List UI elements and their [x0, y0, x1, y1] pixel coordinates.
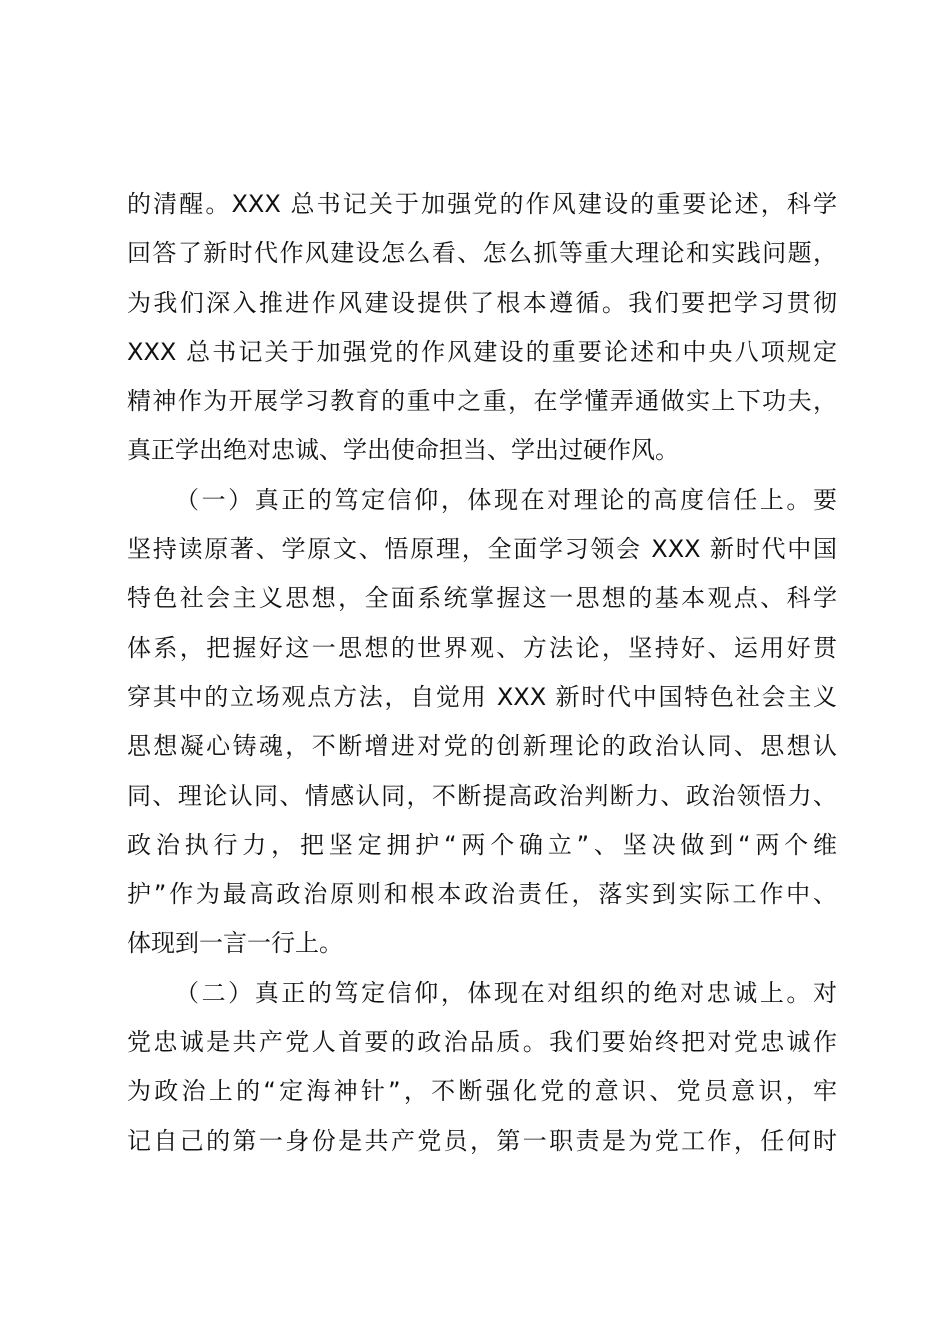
text-line: 坚持读原著、学原文、悟原理，全面学习领会 XXX 新时代中国 [127, 535, 837, 564]
text-line: 体现到一言一行上。 [127, 929, 343, 958]
text-line: 体系，把握好这一思想的世界观、方法论，坚持好、运用好贯 [127, 633, 837, 662]
text-line: 真正学出绝对忠诚、学出使命担当、学出过硬作风。 [127, 436, 679, 465]
text-line: 穿其中的立场观点方法，自觉用 XXX 新时代中国特色社会主义 [127, 682, 837, 711]
text-line: 同、理论认同、情感认同，不断提高政治判断力、政治领悟力、 [127, 781, 837, 810]
text-line: 的清醒。XXX 总书记关于加强党的作风建设的重要论述，科学 [127, 190, 837, 218]
text-line: XXX 总书记关于加强党的作风建设的重要论述和中央八项规定 [127, 337, 837, 366]
document-body [127, 180, 837, 1166]
text-line: 为我们深入推进作风建设提供了根本遵循。我们要把学习贯彻 [127, 288, 837, 317]
text-line: 回答了新时代作风建设怎么看、怎么抓等重大理论和实践问题， [127, 239, 837, 268]
text-line: 为政治上的“定海神针”，不断强化党的意识、党员意识，牢 [127, 1077, 837, 1106]
text-line: 政治执行力，把坚定拥护“两个确立”、坚决做到“两个维 [127, 830, 837, 859]
text-line: 思想凝心铸魂，不断增进对党的创新理论的政治认同、思想认 [127, 732, 837, 761]
text-line: 精神作为开展学习教育的重中之重，在学懂弄通做实上下功夫， [127, 387, 837, 416]
text-line: 记自己的第一身份是共产党员，第一职责是为党工作，任何时 [127, 1126, 837, 1155]
text-line: 护”作为最高政治原则和根本政治责任，落实到实际工作中、 [127, 880, 837, 909]
section-heading-line: （一）真正的笃定信仰，体现在对理论的高度信任上。要 [175, 485, 837, 514]
text-line: 特色社会主义思想，全面系统掌握这一思想的基本观点、科学 [127, 584, 837, 613]
text-line: 党忠诚是共产党人首要的政治品质。我们要始终把对党忠诚作 [127, 1028, 837, 1057]
section-heading-line: （二）真正的笃定信仰，体现在对组织的绝对忠诚上。对 [175, 978, 837, 1007]
